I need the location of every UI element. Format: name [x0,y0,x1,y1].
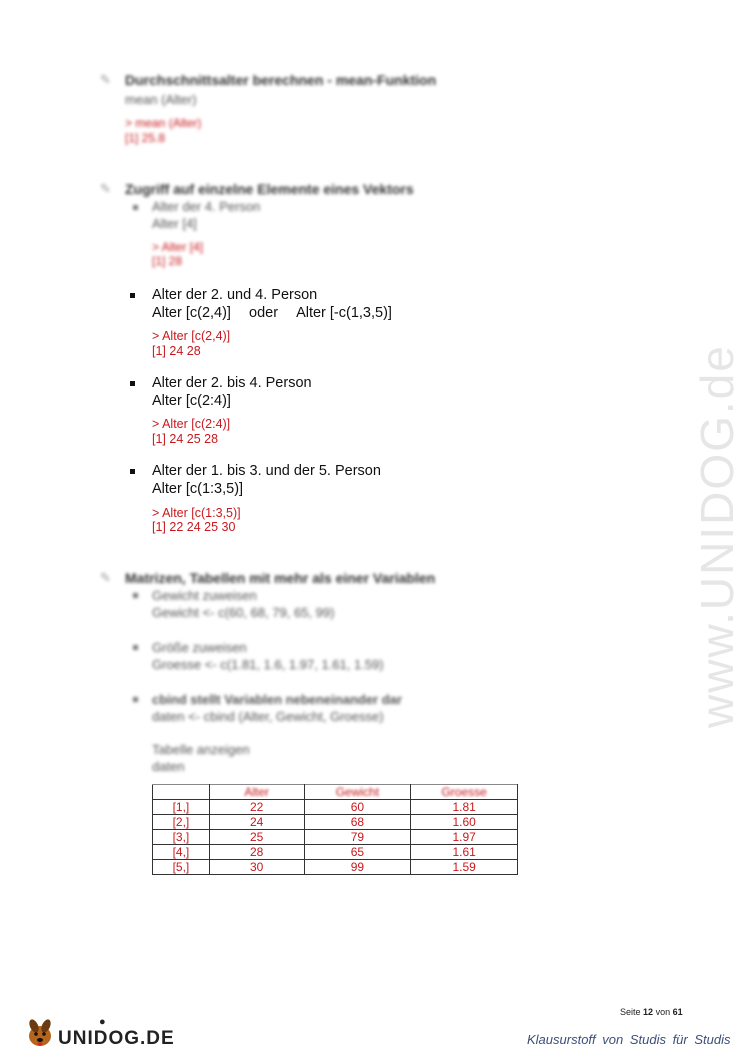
bullet-icon [130,381,135,386]
table-cell: 99 [304,860,411,875]
paw-icon: ● [99,1016,106,1028]
table-cell: 25 [209,830,304,845]
code-line: daten <- cbind (Alter, Gewicht, Groesse) [152,709,384,724]
console-result: [1] 24 28 [152,344,201,358]
table-header-row [153,785,518,800]
table-row [153,860,518,875]
page-number [620,1007,683,1017]
item-label: Gewicht zuweisen [152,588,257,603]
item-label: Alter der 1. bis 3. und der 5. Person [152,463,381,479]
table-command: daten [152,759,185,774]
table-header-cell: Groesse [411,785,518,800]
code-a: Alter [c(2,4)] [152,305,231,321]
page-sep: von [655,1007,671,1017]
table-cell: [5,] [153,860,210,875]
or-word: oder [249,305,279,321]
section-heading: Matrizen, Tabellen mit mehr als einer Variablen [125,570,436,586]
bullet-icon [130,293,135,298]
footer-tagline: Klausurstoff von Studis für Studis [527,1032,731,1047]
bullet-icon [133,697,138,702]
table-row [153,800,518,815]
table-cell: 1.60 [411,815,518,830]
bullet-icon [133,593,138,598]
code-line [152,305,392,321]
console-prompt: > Alter [c(2:4)] [152,417,231,431]
item-label: Alter der 2. und 4. Person [152,287,318,303]
data-table [152,784,518,875]
table-row [153,830,518,845]
page-current: 12 [643,1007,654,1017]
console-result: [1] 24 25 28 [152,432,219,446]
console-prompt: > Alter [c(2,4)] [152,329,231,343]
table-cell: [4,] [153,845,210,860]
watermark: www.UNIDOG.de [691,344,743,728]
table-cell: 24 [209,815,304,830]
item-label: Alter der 2. bis 4. Person [152,375,312,391]
table-row [153,815,518,830]
table-cell: 60 [304,800,411,815]
console-result: [1] 22 24 25 30 [152,520,236,534]
pencil-icon: ✎ [100,72,111,87]
console-prompt: > Alter [4] [152,240,204,254]
table-label: Tabelle anzeigen [152,742,250,757]
table-cell: 79 [304,830,411,845]
logo-text: UNIDOG.DE [58,1028,175,1049]
code-line: mean (Alter) [125,92,197,107]
table-header-cell [153,785,210,800]
table-cell: 65 [304,845,411,860]
table-row [153,845,518,860]
section-matrix [100,568,540,778]
table-cell: 68 [304,815,411,830]
table-cell: 1.81 [411,800,518,815]
console-result: [1] 25.8 [125,131,166,145]
table-cell: 30 [209,860,304,875]
table-header-cell: Alter [209,785,304,800]
console-result: [1] 28 [152,254,183,268]
code-line: Alter [c(2:4)] [152,393,231,409]
console-prompt: > mean (Alter) [125,116,202,130]
bullet-icon [133,645,138,650]
page-prefix: Seite [620,1007,641,1017]
bullet-icon [133,205,138,210]
page-total: 61 [672,1007,683,1017]
item-label: Größe zuweisen [152,640,247,655]
code-line: Groesse <- c(1.81, 1.6, 1.97, 1.61, 1.59) [152,657,384,672]
table-cell: [2,] [153,815,210,830]
pencil-icon: ✎ [100,181,111,196]
item-label: Alter der 4. Person [152,199,261,214]
table-cell: [1,] [153,800,210,815]
footer-logo [22,1014,175,1052]
table-cell: 1.59 [411,860,518,875]
console-prompt: > Alter [c(1:3,5)] [152,506,241,520]
table-cell: 22 [209,800,304,815]
code-line: Alter [c(1:3,5)] [152,481,244,497]
section-heading: Durchschnittsalter berechnen - mean-Funktion [125,72,437,88]
bullet-icon [130,469,135,474]
table-cell: [3,] [153,830,210,845]
item-label: cbind stellt Variablen nebeneinander dar [152,692,402,707]
table-cell: 1.97 [411,830,518,845]
code-line: Gewicht <- c(60, 68, 79, 65, 99) [152,605,335,620]
code-b: Alter [-c(1,3,5)] [296,305,392,321]
table-cell: 28 [209,845,304,860]
section-access-heading [100,178,540,268]
section-heading: Zugriff auf einzelne Elemente eines Vektors [125,181,414,197]
pencil-icon: ✎ [100,570,111,585]
dog-logo-icon [22,1014,58,1050]
table-header-cell: Gewicht [304,785,411,800]
code-line: Alter [4] [152,216,197,231]
table-cell: 1.61 [411,845,518,860]
